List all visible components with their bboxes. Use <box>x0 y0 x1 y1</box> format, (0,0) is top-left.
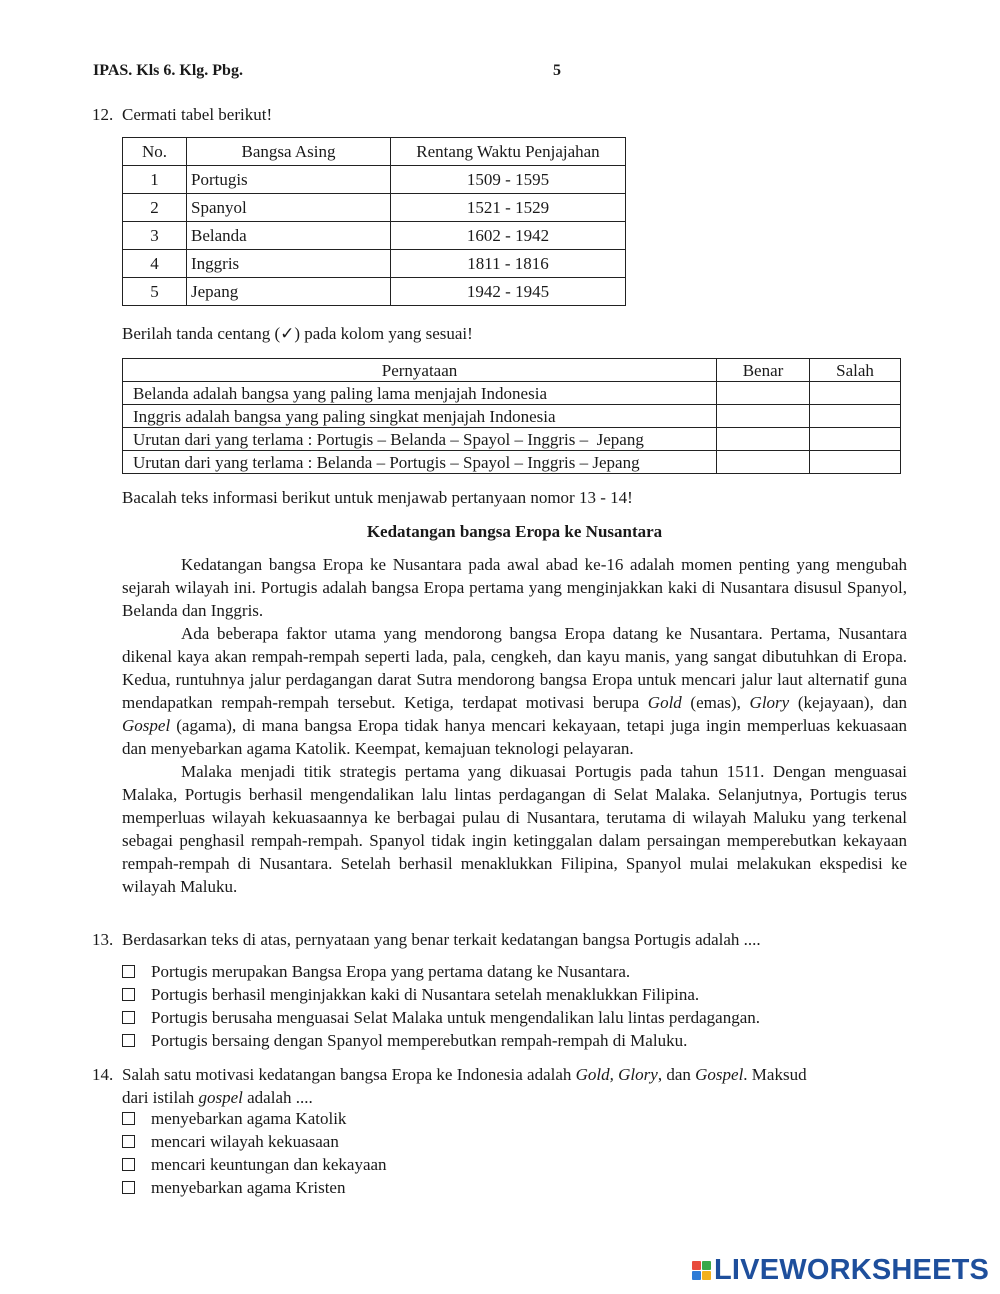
term-gospel: Gospel <box>122 716 171 735</box>
question-text: dari istilah <box>122 1088 199 1107</box>
colonial-periods-table <box>122 137 626 306</box>
answer-option[interactable] <box>122 1107 922 1130</box>
table-row <box>123 278 626 306</box>
cell-number: 1 <box>123 166 187 194</box>
cell-nation: Inggris <box>187 250 391 278</box>
salah-checkbox-cell[interactable] <box>810 428 901 451</box>
paragraph-1: Kedatangan bangsa Eropa ke Nusantara pada awal abad ke-16 adalah momen penting yang mengubah sejarah wilayah ini. Portugis adalah bangsa Eropa pertama yang menginjakkan kaki di Nusantara disusul Spanyol, Belanda dan Inggris. <box>122 555 907 620</box>
checkbox[interactable] <box>122 1011 135 1024</box>
statement-check-table <box>122 358 901 474</box>
term-gospel: gospel <box>198 1088 243 1107</box>
table-row <box>123 222 626 250</box>
column-header: No. <box>123 138 187 166</box>
benar-checkbox-cell[interactable] <box>717 405 810 428</box>
question-14-options <box>122 1107 922 1199</box>
term-gold: Gold <box>647 693 682 712</box>
paragraph-2-text: (emas), <box>681 693 750 712</box>
cell-period: 1521 - 1529 <box>391 194 626 222</box>
option-label: Portugis berhasil menginjakkan kaki di Nusantara setelah menaklukkan Filipina. <box>151 985 700 1004</box>
term-glory: Glory <box>749 693 790 712</box>
column-header: Rentang Waktu Penjajahan <box>391 138 626 166</box>
question-text: Salah satu motivasi kedatangan bangsa Eropa ke Indonesia adalah <box>122 1065 576 1084</box>
table-header-row <box>123 359 901 382</box>
logo-square <box>702 1261 711 1270</box>
option-label: menyebarkan agama Kristen <box>151 1178 346 1197</box>
term-gold-glory: Gold, Glory <box>575 1065 658 1084</box>
checkbox[interactable] <box>122 1112 135 1125</box>
question-13-options <box>122 960 922 1052</box>
logo-square <box>692 1261 701 1270</box>
answer-option[interactable] <box>122 1176 922 1199</box>
cell-nation: Spanyol <box>187 194 391 222</box>
benar-checkbox-cell[interactable] <box>717 428 810 451</box>
answer-option[interactable] <box>122 960 922 983</box>
question-text: . Maksud <box>743 1065 807 1084</box>
logo-text: LIVEWORKSHEETS <box>714 1254 990 1286</box>
column-header: Salah <box>810 359 901 382</box>
cell-nation: Jepang <box>187 278 391 306</box>
benar-checkbox-cell[interactable] <box>717 382 810 405</box>
salah-checkbox-cell[interactable] <box>810 451 901 474</box>
option-label: mencari wilayah kekuasaan <box>151 1132 339 1151</box>
statement-cell: Belanda adalah bangsa yang paling lama menjajah Indonesia <box>123 382 717 405</box>
question-text: , dan <box>657 1065 696 1084</box>
cell-number: 5 <box>123 278 187 306</box>
option-label: Portugis bersaing dengan Spanyol memperebutkan rempah-rempah di Maluku. <box>151 1031 688 1050</box>
question-number: 14. <box>92 1065 114 1084</box>
cell-period: 1602 - 1942 <box>391 222 626 250</box>
table-row <box>123 250 626 278</box>
question-number: 12. <box>92 105 114 124</box>
document-header-title: IPAS. Kls 6. Klg. Pbg. <box>93 62 243 79</box>
table-header-row <box>123 138 626 166</box>
statement-cell: Urutan dari yang terlama : Portugis – Belanda – Spayol – Inggris – Jepang <box>123 428 717 451</box>
checkbox[interactable] <box>122 1135 135 1148</box>
answer-option[interactable] <box>122 1029 922 1052</box>
answer-option[interactable] <box>122 1153 922 1176</box>
table-row <box>123 405 901 428</box>
liveworksheets-logo-icon <box>692 1261 711 1280</box>
question-13-prompt <box>92 928 922 951</box>
question-text: adalah .... <box>242 1088 313 1107</box>
checkbox[interactable] <box>122 988 135 1001</box>
statement-cell: Inggris adalah bangsa yang paling singkat menjajah Indonesia <box>123 405 717 428</box>
question-14-prompt <box>92 1063 922 1109</box>
checkbox[interactable] <box>122 965 135 978</box>
option-label: Portugis berusaha menguasai Selat Malaka untuk mengendalikan lalu lintas perdagangan. <box>151 1008 760 1027</box>
column-header: Bangsa Asing <box>187 138 391 166</box>
checkbox[interactable] <box>122 1158 135 1171</box>
benar-checkbox-cell[interactable] <box>717 451 810 474</box>
cell-number: 4 <box>123 250 187 278</box>
page-number: 5 <box>553 62 561 79</box>
passage-title: Kedatangan bangsa Eropa ke Nusantara <box>366 522 663 541</box>
paragraph-2-text: (kejayaan), dan <box>789 693 907 712</box>
paragraph-2-text: (agama), di mana bangsa Eropa tidak hanya mencari kekayaan, tetapi juga ingin memperluas kekuasaan dan menyebarkan agama Katolik. Keempat, kemajuan teknologi pelayaran. <box>122 716 907 758</box>
option-label: mencari keuntungan dan kekayaan <box>151 1155 387 1174</box>
table-row <box>123 382 901 405</box>
column-header: Benar <box>717 359 810 382</box>
table-row <box>123 166 626 194</box>
question-number: 13. <box>92 930 114 949</box>
cell-period: 1811 - 1816 <box>391 250 626 278</box>
option-label: Portugis merupakan Bangsa Eropa yang pertama datang ke Nusantara. <box>151 962 631 981</box>
term-gospel: Gospel <box>695 1065 744 1084</box>
paragraph-2 <box>122 622 907 760</box>
paragraph-2-text: Ada beberapa faktor utama yang mendorong bangsa Eropa datang ke Nusantara. Pertama, Nusantara dikenal kaya akan rempah-rempah seperti lada, pala, cengkeh, dan kayu manis, yang sangat dibutuhkan di Eropa. Kedua, runtuhnya jalur perdagangan darat Sutra mendorong bangsa Eropa untuk mencari jalur laut alternatif guna mendapatkan rempah-rempah tersebut. Ketiga, terdapat motivasi berupa <box>122 624 907 712</box>
table-row <box>123 194 626 222</box>
statement-cell: Urutan dari yang terlama : Belanda – Portugis – Spayol – Inggris – Jepang <box>123 451 717 474</box>
paragraph-3: Malaka menjadi titik strategis pertama yang dikuasai Portugis pada tahun 1511. Dengan menguasai Malaka, Portugis berhasil mengendalikan lalu lintas perdagangan di Selat Malaka. Selanjutnya, Portugis terus memperluas wilayah kekuasaannya ke berbagai pulau di Nusantara, terutama di wilayah Maluku yang terkenal sebagai penghasil rempah-rempah. Spanyol tidak ingin ketinggalan dalam persaingan memperebutkan kekayaan rempah-rempah di Nusantara. Setelah berhasil menaklukkan Filipina, Spanyol mulai melakukan ekspedisi ke wilayah Maluku. <box>122 762 907 896</box>
cell-period: 1942 - 1945 <box>391 278 626 306</box>
table-row <box>123 451 901 474</box>
option-label: menyebarkan agama Katolik <box>151 1109 347 1128</box>
salah-checkbox-cell[interactable] <box>810 405 901 428</box>
checkmark-instruction: Berilah tanda centang (✓) pada kolom yang sesuai! <box>122 324 473 343</box>
table-row <box>123 428 901 451</box>
answer-option[interactable] <box>122 1130 922 1153</box>
cell-number: 3 <box>123 222 187 250</box>
checkbox[interactable] <box>122 1181 135 1194</box>
answer-option[interactable] <box>122 1006 922 1029</box>
liveworksheets-logo <box>692 1254 989 1287</box>
logo-square <box>692 1271 701 1280</box>
checkbox[interactable] <box>122 1034 135 1047</box>
question-text: Cermati tabel berikut! <box>122 105 273 124</box>
answer-option[interactable] <box>122 983 922 1006</box>
cell-nation: Belanda <box>187 222 391 250</box>
cell-period: 1509 - 1595 <box>391 166 626 194</box>
question-text: Berdasarkan teks di atas, pernyataan yang benar terkait kedatangan bangsa Portugis adalah .... <box>122 930 761 949</box>
cell-number: 2 <box>123 194 187 222</box>
cell-nation: Portugis <box>187 166 391 194</box>
question-12-prompt <box>92 103 922 126</box>
reading-passage <box>122 553 907 898</box>
logo-square <box>702 1271 711 1280</box>
column-header: Pernyataan <box>123 359 717 382</box>
salah-checkbox-cell[interactable] <box>810 382 901 405</box>
reading-intro: Bacalah teks informasi berikut untuk menjawab pertanyaan nomor 13 - 14! <box>122 488 633 507</box>
